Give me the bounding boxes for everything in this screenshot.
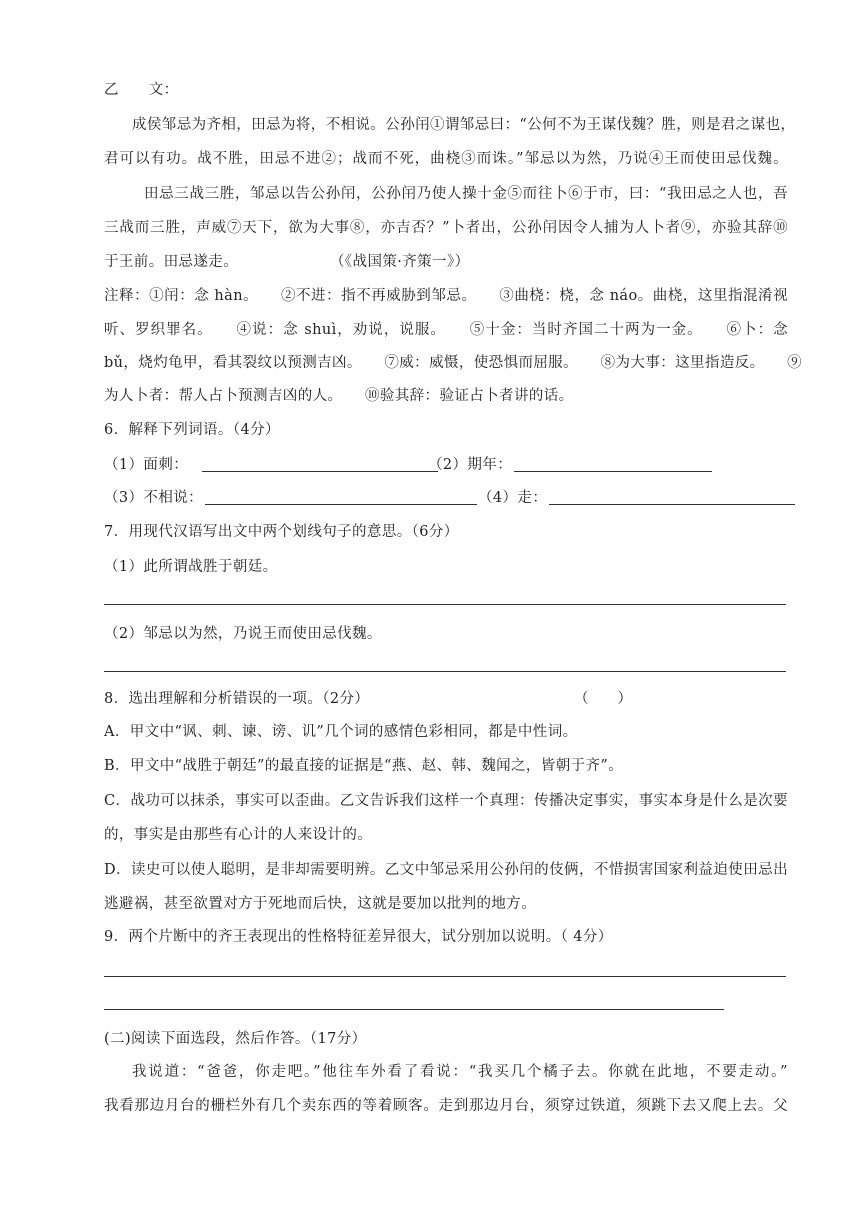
q7-stem: 7．用现代汉语写出文中两个划线句子的意思。（6分） — [104, 524, 459, 540]
passage-line: 于王前。田忌遂走。 — [104, 254, 239, 270]
q6-item-4: （4）走： — [478, 488, 795, 508]
answer-line[interactable] — [104, 671, 786, 672]
q7-sentence-2: （2）邹忌以为然，乃说王而使田忌伐魏。 — [104, 626, 382, 642]
part2-heading: (二)阅读下面选段，然后作答。（17分） — [104, 1031, 367, 1047]
q6-item-3: （3）不相说： — [104, 488, 477, 508]
q8-option-c: 的，事实是由那些有心计的人来设计的。 — [104, 827, 373, 843]
passage-line: 田忌三战三胜，邹忌以告公孙闬，公孙闬乃使人操十金⑤而往卜⑥于市，曰：“我田忌之人也，吾 — [144, 186, 788, 202]
q8-option-a: A．甲文中“讽、刺、谏、谤、讥”几个词的感情色彩相同，都是中性词。 — [104, 724, 578, 740]
part2-line: 我说道：“爸爸，你走吧。”他往车外看了看说：“我买几个橘子去。你就在此地，不要走动。” — [132, 1064, 788, 1080]
q9-stem: 9．两个片断中的齐王表现出的性格特征差异很大，试分别加以说明。（ 4分） — [104, 929, 613, 945]
passage-source: （《战国策·齐策一》） — [330, 254, 470, 270]
answer-line[interactable] — [104, 976, 786, 977]
notes-line: 为人卜者：帮人占卜预测吉凶的人。 ⑩验其辞：验证占卜者讲的话。 — [104, 388, 574, 404]
answer-blank[interactable] — [549, 488, 795, 505]
answer-blank[interactable] — [514, 455, 712, 472]
passage-line: 成侯邹忌为齐相，田忌为将，不相说。公孙闬①谓邹忌曰：“公何不为王谋伐魏？胜，则是君之谋也， — [132, 117, 796, 133]
q7-sentence-1: （1）此所谓战胜于朝廷。 — [104, 559, 278, 575]
q6-stem: 6．解释下列词语。（4分） — [104, 422, 280, 438]
q6-item-2: （2）期年： — [428, 455, 712, 475]
q8-option-d: D．读史可以使人聪明，是非却需要明辨。乙文中邹忌采用公孙闬的伎俩，不惜损害国家利益迫使田忌出 — [104, 862, 788, 878]
q6-item-1: （1）面刺： — [104, 455, 438, 475]
q8-stem: 8．选出理解和分析错误的一项。（2分） — [104, 691, 370, 707]
notes-line: 听、罗织罪名。 ④说：念 shuì，劝说，说服。 ⑤十金：当时齐国二十两为一金。 ⑥卜：念 — [104, 322, 788, 338]
answer-blank[interactable] — [202, 455, 438, 472]
notes-line: 注释：①闬：念 hàn。 ②不进：指不再威胁到邹忌。 ③曲桡：桡，念 náo。曲桡，这里指混淆视 — [104, 288, 788, 304]
part2-line: 我看那边月台的栅栏外有几个卖东西的等着顾客。走到那边月台，须穿过铁道，须跳下去又爬上去。父 — [104, 1098, 788, 1114]
passage-line: 三战而三胜，声威⑦天下，欲为大事⑧，亦吉否？”卜者出，公孙闬因令人捕为人卜者⑨，亦验其辞⑩ — [104, 220, 788, 236]
answer-blank[interactable] — [205, 488, 477, 505]
q8-option-d: 逃避祸，甚至欲置对方于死地而后快，这就是要加以批判的地方。 — [104, 896, 537, 912]
q8-option-b: B．甲文中“战胜于朝廷”的最直接的证据是“燕、赵、韩、魏闻之，皆朝于齐”。 — [104, 758, 624, 774]
passage-line: 君可以有功。战不胜，田忌不进②；战而不死，曲桡③而诛。”邹忌以为然，乃说④王而使田忌伐魏。 — [104, 151, 788, 167]
notes-line: bǔ，烧灼龟甲，看其裂纹以预测吉凶。 ⑦威：威慑，使恐惧而屈服。 ⑧为大事：这里指造反。 ⑨ — [104, 355, 802, 371]
q8-option-c: C．战功可以抹杀，事实可以歪曲。乙文告诉我们这样一个真理：传播决定事实，事实本身是什么是次要 — [104, 793, 788, 809]
answer-line[interactable] — [104, 1009, 724, 1010]
answer-line[interactable] — [104, 604, 786, 605]
section-title: 乙 文： — [104, 82, 179, 98]
answer-parentheses[interactable]: （ ） — [574, 691, 632, 707]
